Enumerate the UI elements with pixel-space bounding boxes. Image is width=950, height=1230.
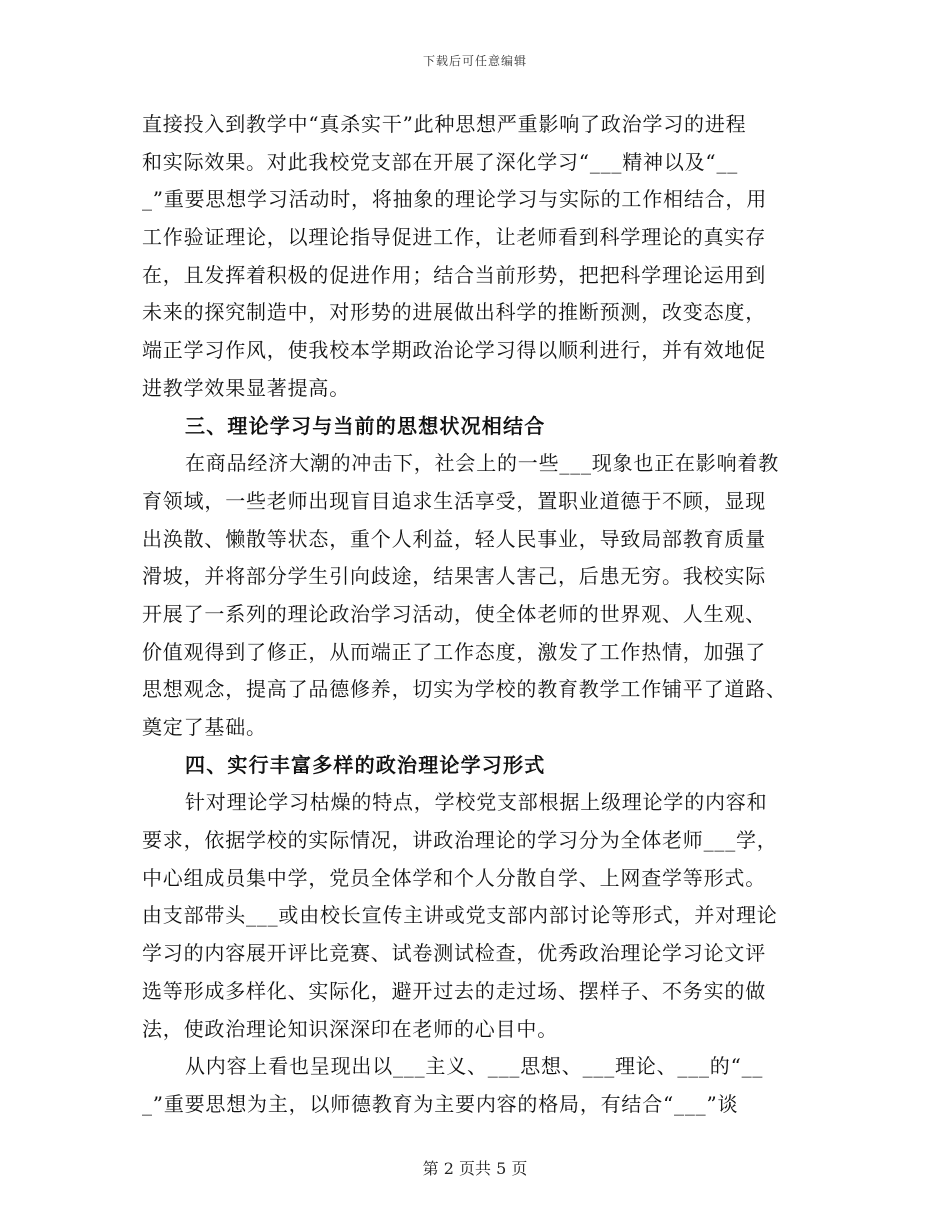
text-line: 滑坡，并将部分学生引向歧途，结果害人害己，后患无穷。我校实际 — [142, 564, 766, 589]
text-line: 在商品经济大潮的冲击下，社会上的一些___现象也正在影响着教 — [185, 451, 779, 476]
section-heading: 三、理论学习与当前的思想状况相结合 — [185, 413, 546, 438]
text-line: 要求，依据学校的实际情况，讲政治理论的学习分为全体老师___学， — [142, 828, 778, 853]
text-line: _”重要思想为主，以师德教育为主要内容的格局，有结合“___”谈 — [142, 1091, 739, 1116]
text-line: _”重要思想学习活动时，将抽象的理论学习与实际的工作相结合，用 — [142, 187, 768, 212]
text-line: 法，使政治理论知识深深印在老师的心目中。 — [142, 1016, 558, 1041]
text-line: 直接投入到教学中“真杀实干”此种思想严重影响了政治学习的进程 — [142, 112, 747, 136]
text-line: 学习的内容展开评比竞赛、试卷测试检查，优秀政治理论学习论文评 — [142, 941, 766, 966]
text-line: 奠定了基础。 — [142, 715, 267, 739]
text-line: 和实际效果。对此我校党支部在开展了深化学习“___精神以及“__ — [142, 149, 739, 174]
text-line: 从内容上看也呈现出以___主义、___思想、___理论、___的“__ — [185, 1054, 764, 1079]
text-line: 未来的探究制造中，对形势的进展做出科学的推断预测，改变态度， — [142, 300, 766, 325]
text-line: 价值观得到了修正，从而端正了工作态度，激发了工作热情，加强了 — [142, 639, 766, 664]
text-line: 出涣散、懒散等状态，重个人利益，轻人民事业，导致局部教育质量 — [142, 526, 766, 551]
text-line: 在，且发挥着积极的促进作用；结合当前形势，把把科学理论运用到 — [142, 262, 766, 287]
document-body — [142, 106, 808, 1124]
text-line: 针对理论学习枯燥的特点，学校党支部根据上级理论学的内容和 — [185, 790, 768, 815]
text-line: 选等形成多样化、实际化，避开过去的走过场、摆样子、不务实的做 — [142, 978, 766, 1003]
text-line: 思想观念，提高了品德修养，切实为学校的教育教学工作铺平了道路、 — [142, 677, 787, 702]
text-line: 端正学习作风，使我校本学期政治论学习得以顺利进行，并有效地促 — [142, 338, 766, 363]
text-line: 进教学效果显著提高。 — [142, 375, 350, 400]
section-heading: 四、实行丰富多样的政治理论学习形式 — [185, 752, 546, 777]
text-line: 工作验证理论，以理论指导促进工作，让老师看到科学理论的真实存 — [142, 225, 766, 250]
text-line: 由支部带头___或由校长宣传主讲或党支部内部讨论等形式，并对理论 — [142, 903, 778, 928]
page-header: 下载后可任意编辑 — [422, 54, 527, 68]
page-number: 第 2 页共 5 页 — [422, 1159, 528, 1178]
text-line: 开展了一系列的理论政治学习活动，使全体老师的世界观、人生观、 — [142, 601, 766, 626]
text-line: 育领域，一些老师出现盲目追求生活享受，置职业道德于不顾，显现 — [142, 488, 766, 513]
text-line: 中心组成员集中学，党员全体学和个人分散自学、上网查学等形式。 — [142, 865, 766, 890]
